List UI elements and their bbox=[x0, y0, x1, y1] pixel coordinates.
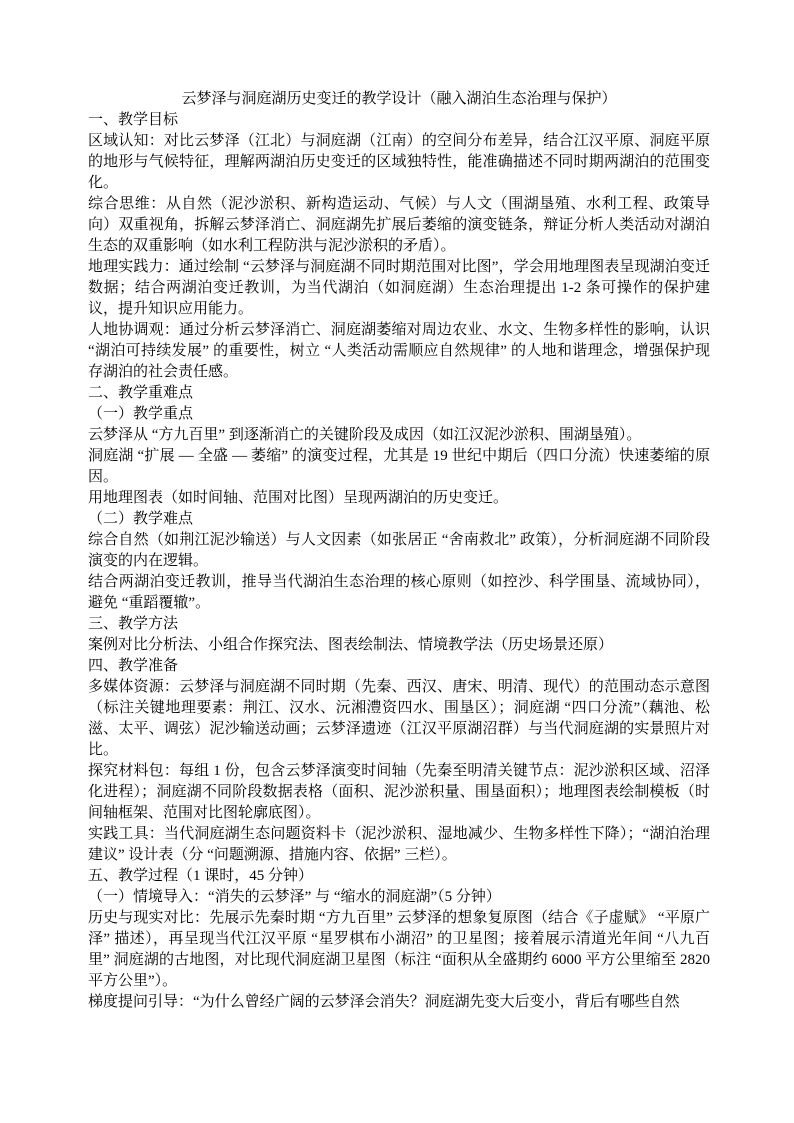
paragraph: 综合思维：从自然（泥沙淤积、新构造运动、气候）与人文（围湖垦殖、水利工程、政策导向）双重视角，拆解云梦泽消亡、洞庭湖先扩展后萎缩的演变链条，辩证分析人类活动对湖泊生态的双重影响（如水利工程防洪与泥沙淤积的矛盾）。 bbox=[88, 196, 710, 254]
paragraph: 综合自然（如荆江泥沙输送）与人文因素（如张居正 “舍南救北” 政策），分析洞庭湖不同阶段演变的内在逻辑。 bbox=[88, 532, 710, 569]
paragraph: 洞庭湖 “扩展 — 全盛 — 萎缩” 的演变过程，尤其是 19 世纪中期后（四口分流）快速萎缩的原因。 bbox=[88, 448, 710, 485]
paragraph: 人地协调观：通过分析云梦泽消亡、洞庭湖萎缩对周边农业、水文、生物多样性的影响，认识 “湖泊可持续发展” 的重要性，树立 “人类活动需顺应自然规律” 的人地和谐理念，增强保护现存湖泊的社会责任感。 bbox=[88, 322, 710, 380]
paragraph-subheading: （一）教学重点 bbox=[88, 406, 194, 422]
paragraph: 用地理图表（如时间轴、范围对比图）呈现两湖泊的历史变迁。 bbox=[88, 490, 509, 506]
paragraph: 云梦泽从 “方九百里” 到逐渐消亡的关键阶段及成因（如江汉泥沙淤积、围湖垦殖）。 bbox=[88, 427, 642, 443]
paragraph: 区域认知：对比云梦泽（江北）与洞庭湖（江南）的空间分布差异，结合江汉平原、洞庭平原的地形与气候特征，理解两湖泊历史变迁的区域独特性，能准确描述不同时期两湖泊的范围变化。 bbox=[88, 133, 710, 191]
paragraph-heading: 二、教学重难点 bbox=[88, 385, 194, 401]
paragraph-heading: 一、教学目标 bbox=[88, 112, 179, 128]
paragraph-subheading: （二）教学难点 bbox=[88, 511, 194, 527]
paragraph: 地理实践力：通过绘制 “云梦泽与洞庭湖不同时期范围对比图”，学会用地理图表呈现湖泊变迁数据；结合两湖泊变迁教训，为当代湖泊（如洞庭湖）生态治理提出 1-2 条可操作的保护建议，提升知识应用能力。 bbox=[88, 259, 710, 317]
paragraph: 探究材料包：每组 1 份，包含云梦泽演变时间轴（先秦至明清关键节点：泥沙淤积区域、沼泽化进程）；洞庭湖不同阶段数据表格（面积、泥沙淤积量、围垦面积）；地理图表绘制模板（时间轴框架、范围对比图轮廓底图）。 bbox=[88, 763, 710, 821]
paragraph-heading: 四、教学准备 bbox=[88, 658, 179, 674]
paragraph: 多媒体资源：云梦泽与洞庭湖不同时期（先秦、西汉、唐宋、明清、现代）的范围动态示意图（标注关键地理要素：荆江、汉水、沅湘澧资四水、围垦区）；洞庭湖 “四口分流”（藕池、松滋、太平、调弦）泥沙输送动画；云梦泽遗迹（江汉平原湖沼群）与当代洞庭湖的实景照片对比。 bbox=[88, 679, 710, 758]
paragraph-heading: 五、教学过程（1 课时，45 分钟） bbox=[88, 868, 314, 884]
paragraph-heading: 三、教学方法 bbox=[88, 616, 179, 632]
document-title: 云梦泽与洞庭湖历史变迁的教学设计（融入湖泊生态治理与保护） bbox=[181, 91, 617, 107]
paragraph-subheading: （一）情境导入：“消失的云梦泽” 与 “缩水的洞庭湖”（5 分钟） bbox=[88, 889, 501, 905]
paragraph: 结合两湖泊变迁教训，推导当代湖泊生态治理的核心原则（如控沙、科学围垦、流域协同），避免 “重蹈覆辙”。 bbox=[88, 574, 710, 611]
paragraph: 梯度提问引导：“为什么曾经广阔的云梦泽会消失？洞庭湖先变大后变小，背后有哪些自然 bbox=[88, 994, 680, 1010]
paragraph: 历史与现实对比：先展示先秦时期 “方九百里” 云梦泽的想象复原图（结合《子虚赋》 “平原广泽” 描述），再呈现当代江汉平原 “星罗棋布小湖沼” 的卫星图；接着展示清道光年间 “八九百里” 洞庭湖的古地图，对比现代洞庭湖卫星图（标注 “面积从全盛期约 6000 平方公里缩至 2820 平方公里”）。 bbox=[88, 910, 710, 989]
paragraph: 实践工具：当代洞庭湖生态问题资料卡（泥沙淤积、湿地减少、生物多样性下降）；“湖泊治理建议” 设计表（分 “问题溯源、措施内容、依据” 三栏）。 bbox=[88, 826, 710, 863]
paragraph: 案例对比分析法、小组合作探究法、图表绘制法、情境教学法（历史场景还原） bbox=[88, 637, 614, 653]
